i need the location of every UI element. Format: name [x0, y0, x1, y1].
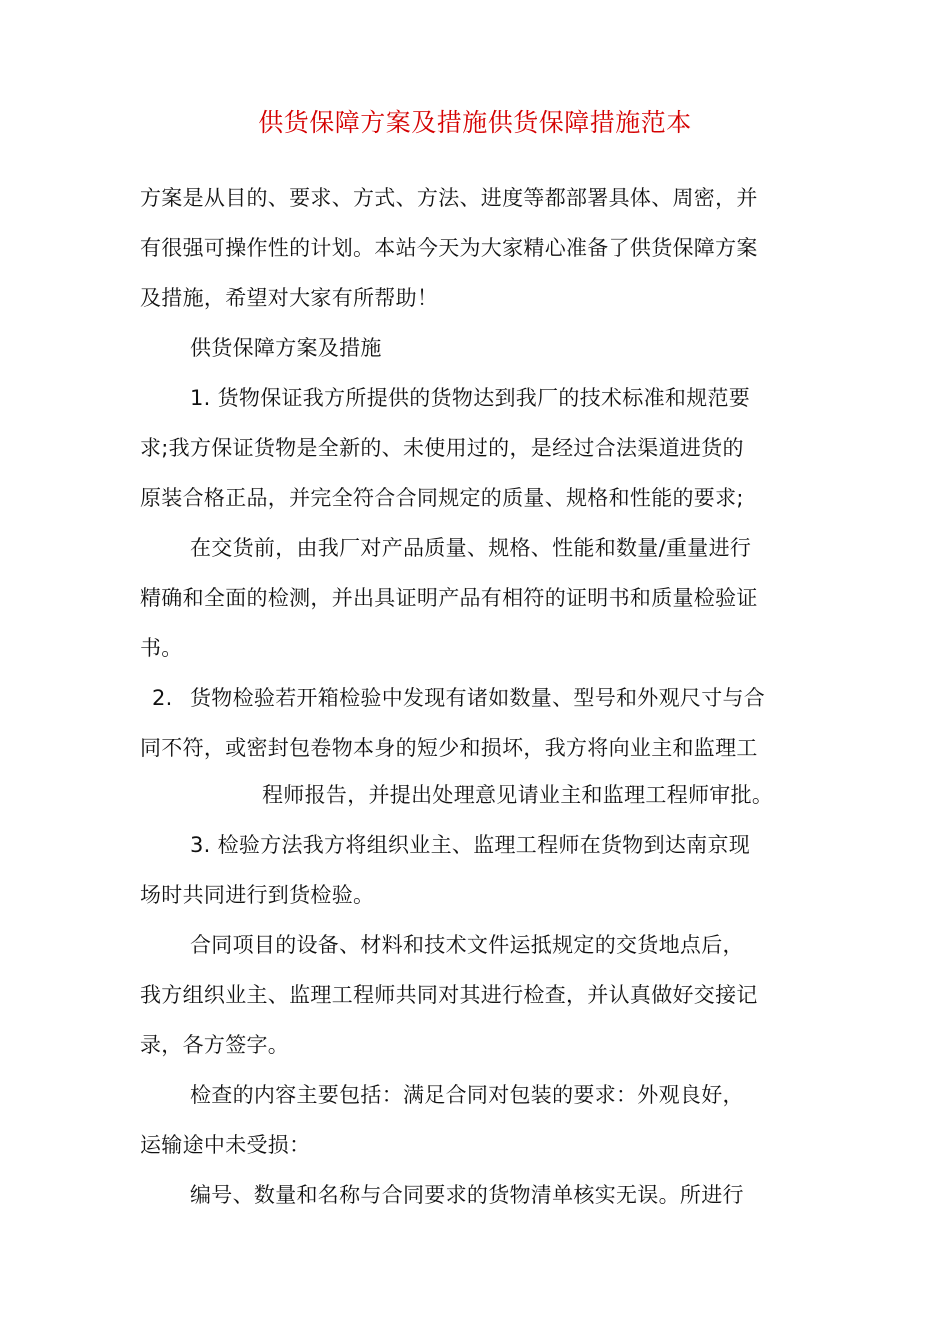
delivery-line-2: 精确和全面的检测，并出具证明产品有相符的证明书和质量检验证: [140, 586, 758, 610]
document-title: 供货保障方案及措施供货保障措施范本: [258, 108, 692, 137]
item-1-line-2: 求;我方保证货物是全新的、未使用过的，是经过合法渠道进货的: [140, 436, 744, 460]
delivery-line-3: 书。: [140, 636, 183, 660]
item-3-line-1: 3. 检验方法我方将组织业主、监理工程师在货物到达南京现: [190, 833, 751, 857]
section-heading: 供货保障方案及措施: [190, 336, 382, 360]
delivery-line-1: 在交货前，由我厂对产品质量、规格、性能和数量/重量进行: [190, 536, 752, 560]
body-line-2: 有很强可操作性的计划。本站今天为大家精心准备了供货保障方案: [140, 236, 758, 260]
item-3-line-2: 场时共同进行到货检验。: [140, 883, 375, 907]
item-2-line-2: 同不符，或密封包卷物本身的短少和损坏，我方将向业主和监理工: [140, 736, 758, 760]
inspection-line-1: 合同项目的设备、材料和技术文件运抵规定的交货地点后，: [190, 933, 744, 957]
content-line-3: 编号、数量和名称与合同要求的货物清单核实无误。所进行: [190, 1183, 744, 1207]
content-line-1: 检查的内容主要包括：满足合同对包装的要求：外观良好，: [190, 1083, 744, 1107]
item-2-number: 2.: [152, 686, 173, 710]
item-1-line-1: 1. 货物保证我方所提供的货物达到我厂的技术标准和规范要: [190, 386, 751, 410]
item-1-line-3: 原装合格正品，并完全符合合同规定的质量、规格和性能的要求;: [140, 486, 744, 510]
item-2-line-3: 程师报告，并提出处理意见请业主和监理工程师审批。: [262, 783, 774, 807]
content-line-2: 运输途中未受损：: [140, 1133, 311, 1157]
body-line-1: 方案是从目的、要求、方式、方法、进度等都部署具体、周密，并: [140, 186, 758, 210]
body-line-3: 及措施，希望对大家有所帮助！: [140, 286, 439, 310]
inspection-line-2: 我方组织业主、监理工程师共同对其进行检查，并认真做好交接记: [140, 983, 758, 1007]
item-2-line-1: 货物检验若开箱检验中发现有诸如数量、型号和外观尺寸与合: [190, 686, 766, 710]
inspection-line-3: 录，各方签字。: [140, 1033, 290, 1057]
